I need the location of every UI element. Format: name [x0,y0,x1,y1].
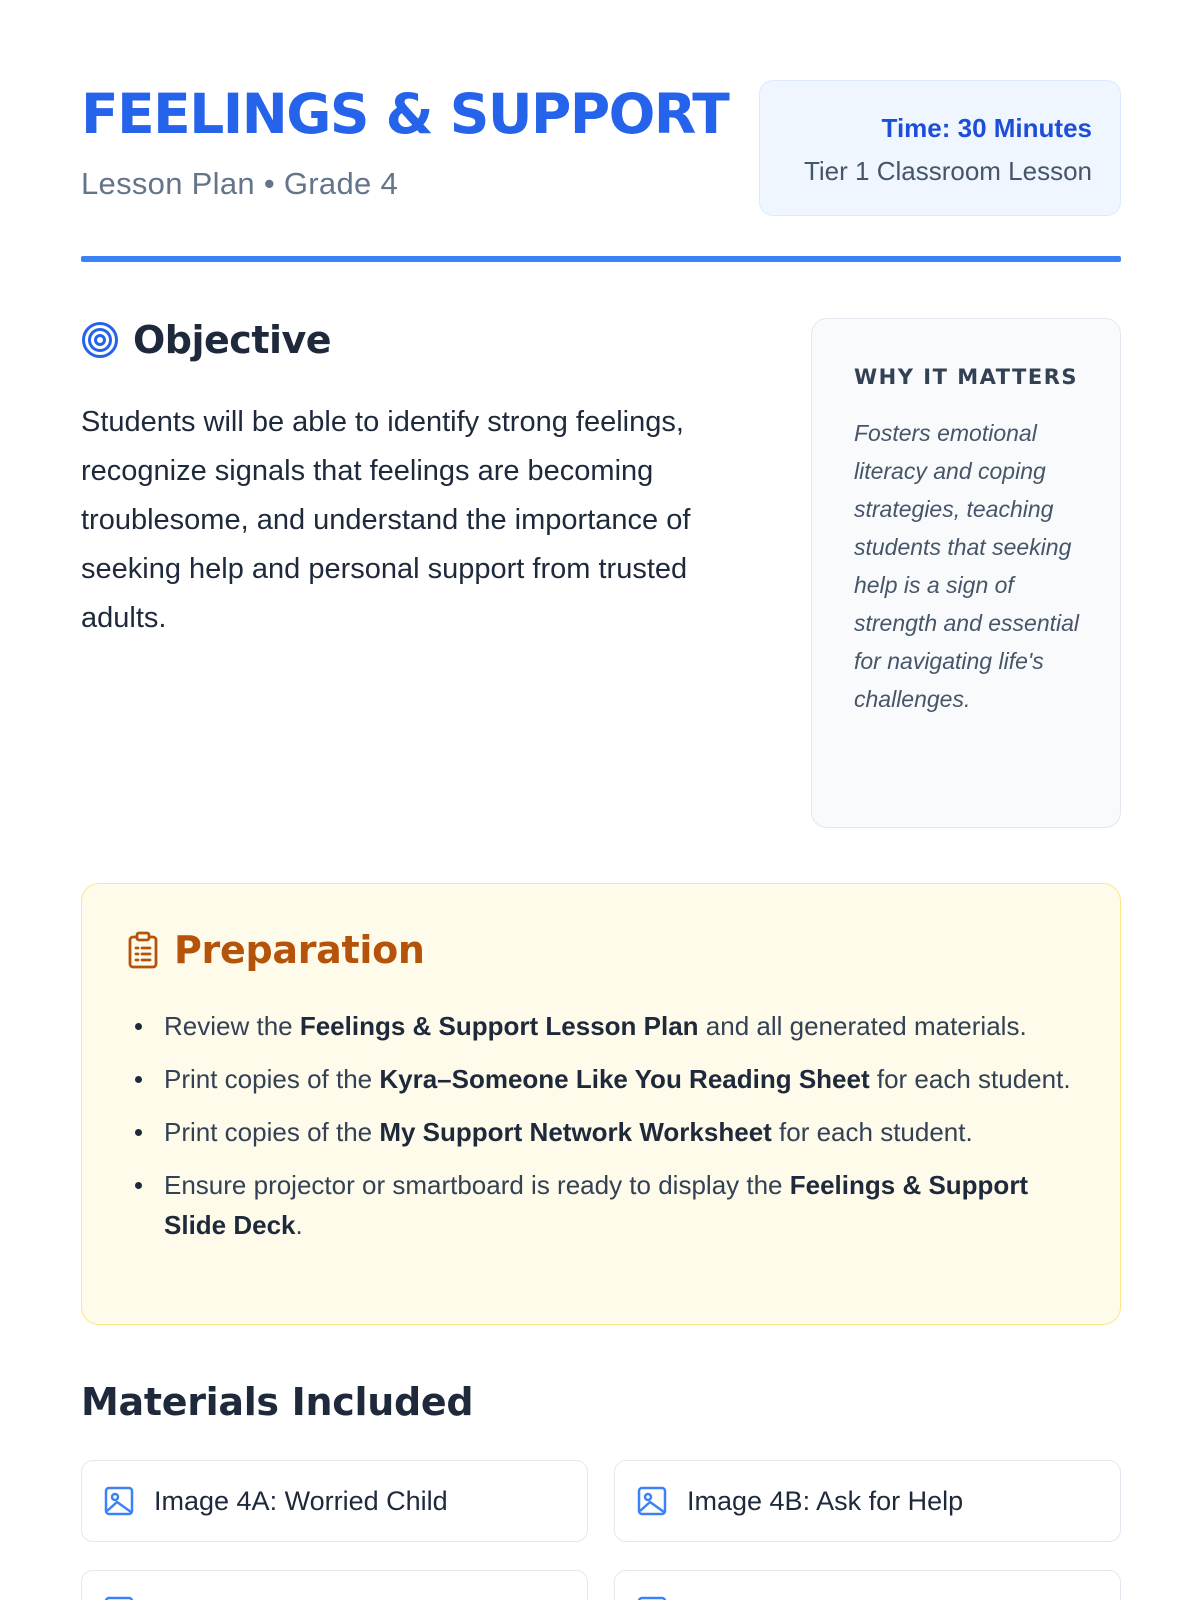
preparation-header [126,928,1080,972]
image-icon [637,1486,667,1516]
preparation-item: Print copies of the My Support Network Worksheet for each student. [126,1112,1080,1152]
material-label: Image 4B: Ask for Help [687,1485,964,1516]
objective-text: Students will be able to identify strong feelings, recognize signals that feelings are becoming troublesome, and understand the importance of seeking help and personal support from trusted adults. [81,406,691,634]
materials-section [81,1380,1121,1516]
why-it-matters-title: WHY IT MATTERS [854,365,1078,389]
preparation-item: Ensure projector or smartboard is ready to display the Feelings & Support Slide Deck. [126,1165,1080,1245]
material-card[interactable] [81,1570,588,1600]
material-label: Image 4A: Worried Child [154,1485,448,1516]
why-it-matters-text: Fosters emotional literacy and coping strategies, teaching students that seeking help is a sign of strength and essential for navigating life's challenges. [854,420,1080,712]
time-label: Time: 30 Minutes [881,113,1092,143]
target-icon [81,321,119,359]
preparation-list [126,1006,1080,1245]
page-title: FEELINGS & SUPPORT [81,82,729,146]
preparation-heading: Preparation [174,928,425,972]
header-divider [81,256,1121,262]
material-card[interactable] [614,1570,1121,1600]
preparation-item: Print copies of the Kyra–Someone Like You Reading Sheet for each student. [126,1059,1080,1099]
image-icon [104,1596,134,1600]
objective-section [81,318,761,643]
why-it-matters-card [811,318,1121,828]
objective-header [81,318,761,362]
material-card-image-4b[interactable] [614,1460,1121,1542]
tier-label: Tier 1 Classroom Lesson [803,156,1092,186]
material-card-image-4a[interactable] [81,1460,588,1542]
image-icon [637,1596,667,1600]
time-card [759,80,1121,216]
image-icon [104,1486,134,1516]
page-subtitle: Lesson Plan • Grade 4 [81,166,399,201]
header [81,80,1121,220]
materials-heading: Materials Included [81,1380,474,1424]
clipboard-icon [126,931,160,969]
preparation-item: Review the Feelings & Support Lesson Plan and all generated materials. [126,1006,1080,1046]
objective-heading: Objective [133,318,332,362]
preparation-section [81,883,1121,1325]
